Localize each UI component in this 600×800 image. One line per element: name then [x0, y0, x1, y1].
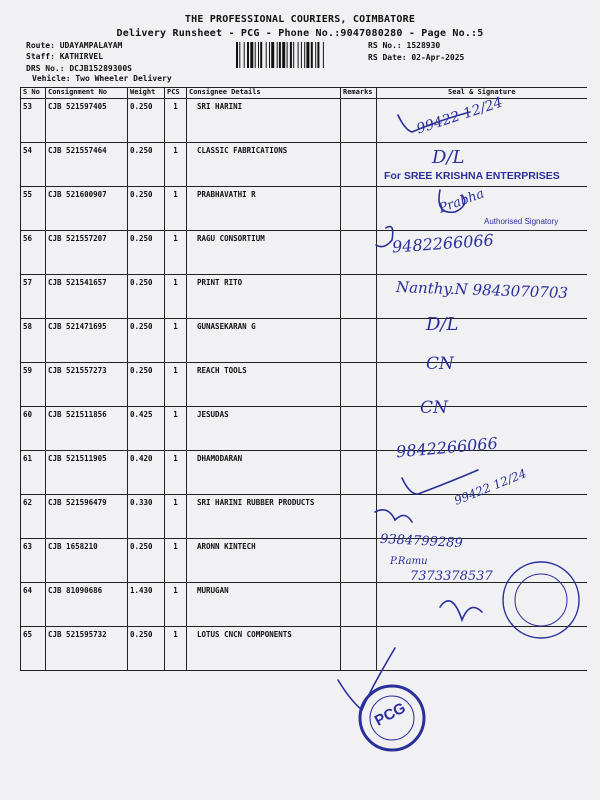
cell-pcs: 1 — [165, 99, 187, 143]
handwriting-r64-name: P.Ramu — [390, 556, 428, 567]
cell-weight: 0.250 — [128, 319, 165, 363]
cell-sno: 56 — [21, 231, 46, 275]
cell-sno: 64 — [21, 583, 46, 627]
cell-consignee: CLASSIC FABRICATIONS — [187, 143, 341, 187]
col-consignment: Consignment No — [46, 88, 128, 99]
cell-consignee: SRI HARINI RUBBER PRODUCTS — [187, 495, 341, 539]
cell-weight: 0.425 — [128, 407, 165, 451]
cell-sno: 53 — [21, 99, 46, 143]
pcg-stamp-text: PCG — [371, 699, 409, 730]
cell-sno: 61 — [21, 451, 46, 495]
cell-pcs: 1 — [165, 143, 187, 187]
cell-weight: 0.250 — [128, 539, 165, 583]
cell-consignee: GUNASEKARAN G — [187, 319, 341, 363]
cell-consignee: RAGU CONSORTIUM — [187, 231, 341, 275]
cell-consignment: CJB 81090686 — [46, 583, 128, 627]
cell-pcs: 1 — [165, 495, 187, 539]
cell-consignment: CJB 521511856 — [46, 407, 128, 451]
col-weight: Weight — [128, 88, 165, 99]
rs-number: RS No.: 1528930 — [368, 41, 441, 50]
cell-consignee: DHAMODARAN — [187, 451, 341, 495]
cell-pcs: 1 — [165, 319, 187, 363]
cell-consignment: CJB 521597405 — [46, 99, 128, 143]
col-signature: Seal & Signature — [377, 88, 587, 99]
cell-consignee: PRABHAVATHI R — [187, 187, 341, 231]
signature-scribble-65 — [440, 601, 482, 620]
cell-sno: 54 — [21, 143, 46, 187]
col-consignee: Consignee Details — [187, 88, 341, 99]
cell-consignee: MURUGAN — [187, 583, 341, 627]
handwriting-r57: Nanthy.N 9843070703 — [395, 278, 569, 302]
vehicle-label: Vehicle: Two Wheeler Delivery — [32, 74, 172, 83]
rs-date: RS Date: 02-Apr-2025 — [368, 53, 465, 62]
cell-consignment: CJB 521541657 — [46, 275, 128, 319]
route-label: Route: UDAYAMPALAYAM — [26, 41, 123, 50]
handwriting-r54: D/L — [432, 147, 465, 168]
cell-pcs: 1 — [165, 363, 187, 407]
cell-sno: 65 — [21, 627, 46, 671]
cell-sno: 59 — [21, 363, 46, 407]
cell-pcs: 1 — [165, 231, 187, 275]
cell-consignee: LOTUS CNCN COMPONENTS — [187, 627, 341, 671]
cell-consignment: CJB 521600907 — [46, 187, 128, 231]
cell-weight: 1.430 — [128, 583, 165, 627]
cell-consignment: CJB 1658210 — [46, 539, 128, 583]
company-seal-ring — [503, 562, 579, 638]
cell-pcs: 1 — [165, 187, 187, 231]
cell-consignee: ARONN KINTECH — [187, 539, 341, 583]
handwriting-r63: 9384799289 — [379, 531, 464, 552]
runsheet-subtitle: Delivery Runsheet - PCG - Phone No.:9047080280 - Page No.:5 — [116, 28, 484, 39]
authorised-signatory-text: Authorised Signatory — [484, 217, 559, 226]
cell-pcs: 1 — [165, 407, 187, 451]
cell-weight: 0.250 — [128, 231, 165, 275]
cell-weight: 0.250 — [128, 143, 165, 187]
cell-weight: 0.250 — [128, 275, 165, 319]
handwriting-r59: CN — [426, 354, 454, 374]
cell-pcs: 1 — [165, 583, 187, 627]
handwriting-r62: 99422 12/24 — [452, 466, 529, 508]
cell-weight: 0.250 — [128, 187, 165, 231]
signature-scribble-56 — [376, 227, 393, 247]
cell-consignee: REACH TOOLS — [187, 363, 341, 407]
cell-pcs: 1 — [165, 539, 187, 583]
cell-sno: 62 — [21, 495, 46, 539]
cell-sno: 55 — [21, 187, 46, 231]
cell-consignment: CJB 521557273 — [46, 363, 128, 407]
signature-scribble-63 — [375, 510, 412, 522]
cell-consignee: JESUDAS — [187, 407, 341, 451]
cell-sno: 58 — [21, 319, 46, 363]
handwriting-r53: 99422 12/24 — [414, 94, 505, 138]
cell-consignment: CJB 521511905 — [46, 451, 128, 495]
company-stamp-text: For SREE KRISHNA ENTERPRISES — [384, 170, 560, 182]
cell-weight: 0.330 — [128, 495, 165, 539]
handwriting-r60: CN — [420, 398, 448, 418]
cell-weight: 0.420 — [128, 451, 165, 495]
company-title: THE PROFESSIONAL COURIERS, COIMBATORE — [184, 14, 416, 25]
cell-consignment: CJB 521596479 — [46, 495, 128, 539]
drs-label: DRS No.: DCJB15289300S — [26, 64, 132, 73]
cell-sno: 60 — [21, 407, 46, 451]
handwriting-r58: D/L — [426, 314, 459, 335]
col-remarks: Remarks — [341, 88, 377, 99]
cell-weight: 0.250 — [128, 627, 165, 671]
handwriting-r55: Prabha — [436, 186, 487, 217]
cell-consignment: CJB 521471695 — [46, 319, 128, 363]
cell-sno: 63 — [21, 539, 46, 583]
col-pcs: PCS — [165, 88, 187, 99]
cell-pcs: 1 — [165, 275, 187, 319]
cell-pcs: 1 — [165, 451, 187, 495]
staff-label: Staff: KATHIRVEL — [26, 52, 104, 61]
handwriting-r56: 9482266066 — [391, 230, 495, 257]
cell-consignment: CJB 521595732 — [46, 627, 128, 671]
handwriting-r64-phone: 7373378537 — [410, 569, 493, 584]
col-sno: S No — [21, 88, 46, 99]
cell-sno: 57 — [21, 275, 46, 319]
cell-consignee: PRINT RITO — [187, 275, 341, 319]
cell-pcs: 1 — [165, 627, 187, 671]
cell-consignee: SRI HARINI — [187, 99, 341, 143]
cell-consignment: CJB 521557207 — [46, 231, 128, 275]
cell-weight: 0.250 — [128, 99, 165, 143]
cell-consignment: CJB 521557464 — [46, 143, 128, 187]
cell-weight: 0.250 — [128, 363, 165, 407]
handwriting-r61: 9842266066 — [395, 433, 499, 462]
